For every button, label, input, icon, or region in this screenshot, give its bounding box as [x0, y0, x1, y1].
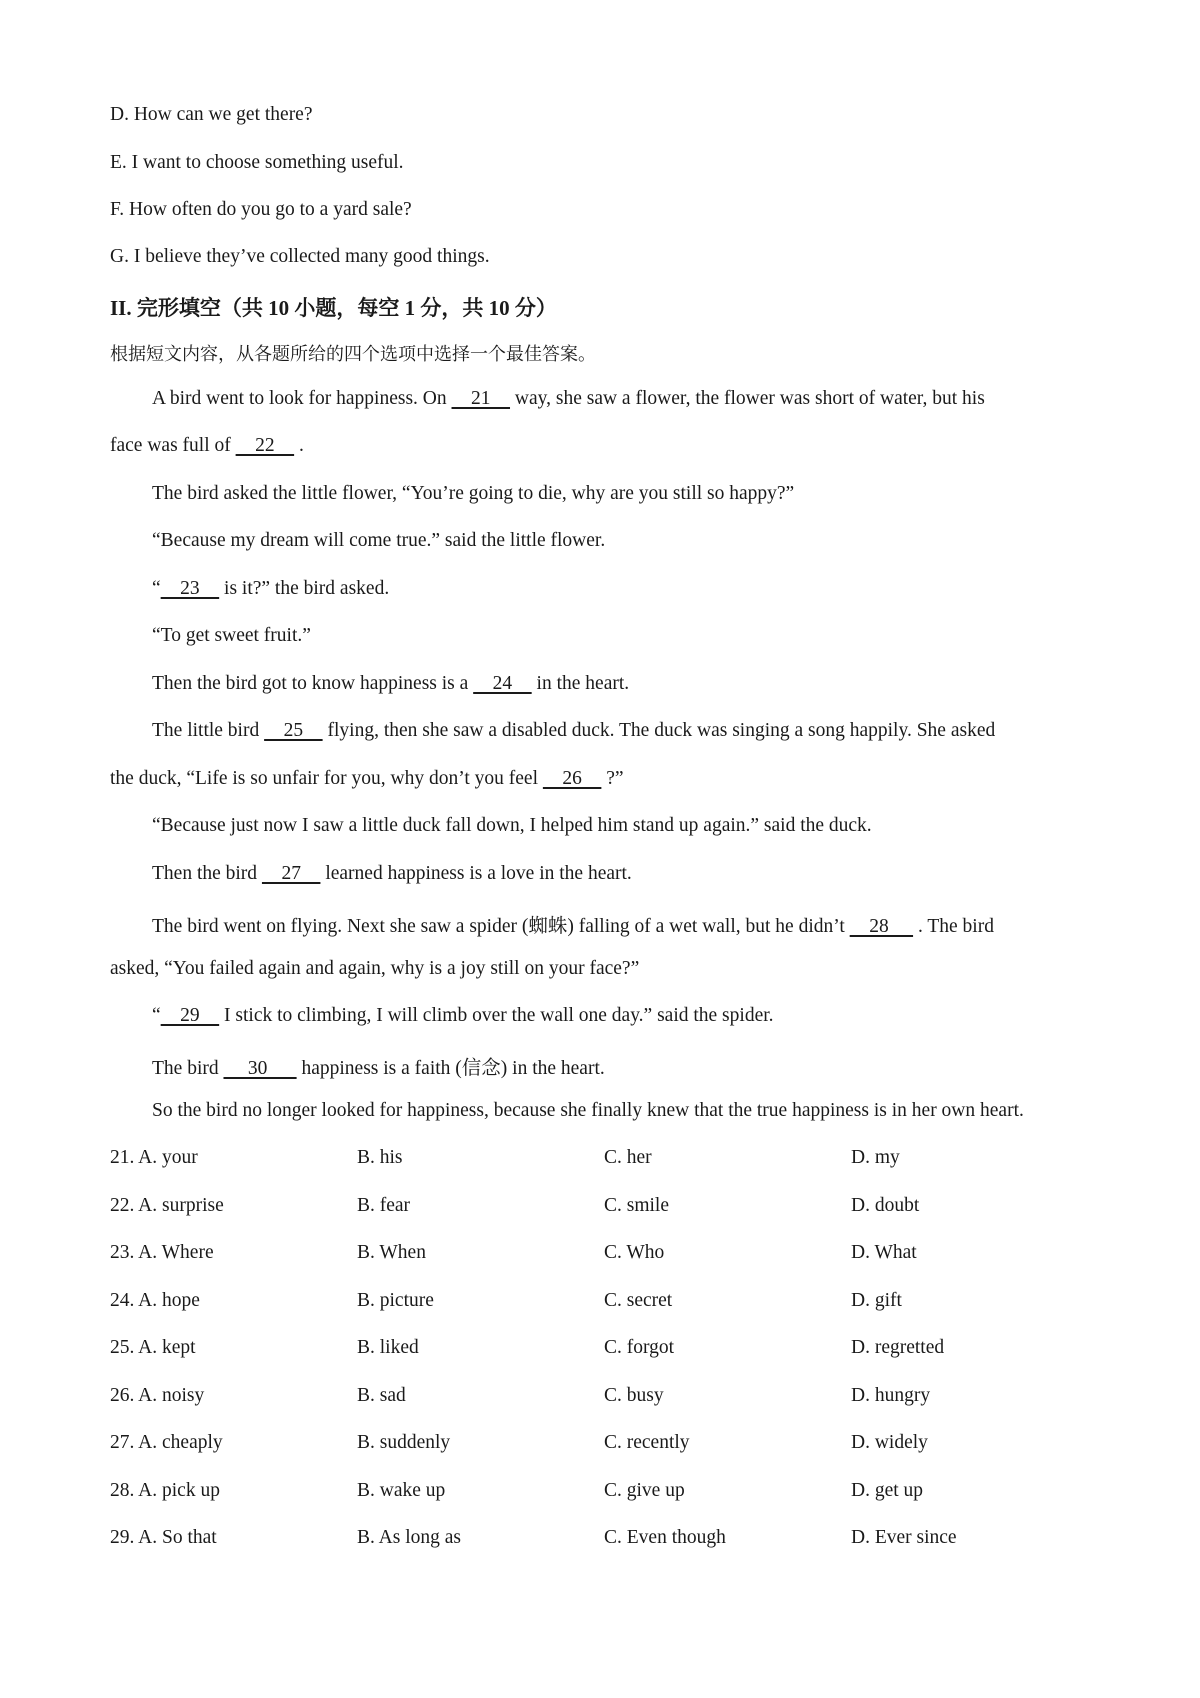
option-e: E. I want to choose something useful.: [110, 152, 404, 173]
passage-line: Then the bird 27 learned happiness is a love in the heart.: [152, 863, 632, 884]
passage-line: the duck, “Life is so unfair for you, why don’t you feel 26 ?”: [110, 768, 624, 789]
blank-25: 25: [264, 720, 323, 741]
question-22-option-d: D. doubt: [851, 1194, 920, 1216]
question-29-option-c: C. Even though: [604, 1527, 726, 1548]
question-25-option-d: D. regretted: [851, 1337, 945, 1358]
question-29-option-d: D. Ever since: [851, 1527, 957, 1548]
question-21-option-c: C. her: [604, 1147, 652, 1168]
question-24-option-a: 24. A. hope: [110, 1289, 200, 1311]
passage-line: “To get sweet fruit.”: [152, 625, 311, 646]
question-29-option-a: 29. A. So that: [110, 1527, 217, 1548]
question-28-option-a: 28. A. pick up: [110, 1479, 220, 1501]
section-instruction: 根据短文内容，从各题所给的四个选项中选择一个最佳答案。: [110, 344, 596, 365]
passage-line: A bird went to look for happiness. On 21 way, she saw a flower, the flower was short of water, but his: [152, 388, 985, 409]
option-d: D. How can we get there?: [110, 104, 313, 125]
option-g: G. I believe they’ve collected many good things.: [110, 246, 490, 267]
question-23-option-c: C. Who: [604, 1242, 665, 1263]
blank-24: 24: [473, 673, 532, 694]
question-26-option-d: D. hungry: [851, 1384, 931, 1406]
question-21-option-d: D. my: [851, 1147, 900, 1168]
passage-line: “ 23 is it?” the bird asked.: [152, 578, 390, 599]
passage-line: The little bird 25 flying, then she saw a disabled duck. The duck was singing a song happily. She asked: [152, 720, 996, 741]
blank-28: 28: [849, 916, 914, 937]
question-24-option-b: B. picture: [357, 1289, 434, 1311]
blank-23: 23: [160, 578, 220, 599]
passage-line: The bird 30 happiness is a faith (信念) in the heart.: [152, 1058, 605, 1079]
passage-line: “Because my dream will come true.” said the little flower.: [152, 530, 606, 551]
question-29-option-b: B. As long as: [357, 1527, 462, 1548]
question-24-option-d: D. gift: [851, 1289, 902, 1311]
passage-line: So the bird no longer looked for happiness, because she finally knew that the true happiness is in her own heart.: [152, 1100, 1024, 1121]
passage-line: “ 29 I stick to climbing, I will climb over the wall one day.” said the spider.: [152, 1005, 774, 1026]
question-21-option-b: B. his: [357, 1147, 403, 1168]
question-27-option-d: D. widely: [851, 1432, 928, 1453]
question-27-option-b: B. suddenly: [357, 1432, 451, 1453]
question-22-option-c: C. smile: [604, 1194, 670, 1216]
question-22-option-b: B. fear: [357, 1194, 411, 1216]
option-f: F. How often do you go to a yard sale?: [110, 199, 412, 220]
question-24-option-c: C. secret: [604, 1289, 673, 1311]
passage-line: The bird went on flying. Next she saw a spider (蜘蛛) falling of a wet wall, but he didn’t 28 . The bird: [152, 916, 994, 937]
passage-line: “Because just now I saw a little duck fall down, I helped him stand up again.” said the duck.: [152, 815, 872, 836]
question-25-option-a: 25. A. kept: [110, 1337, 196, 1358]
question-23-option-d: D. What: [851, 1242, 917, 1263]
question-25-option-b: B. liked: [357, 1337, 419, 1358]
passage-line: Then the bird got to know happiness is a 24 in the heart.: [152, 673, 630, 694]
question-28-option-b: B. wake up: [357, 1479, 446, 1501]
question-21-option-a: 21. A. your: [110, 1147, 198, 1168]
question-22-option-a: 22. A. surprise: [110, 1194, 224, 1216]
blank-26: 26: [542, 768, 602, 789]
blank-30: 30: [223, 1058, 297, 1079]
question-28-option-d: D. get up: [851, 1479, 924, 1501]
question-26-option-c: C. busy: [604, 1384, 664, 1406]
section-title: II. 完形填空（共 10 小题，每空 1 分，共 10 分）: [110, 296, 557, 320]
question-27-option-a: 27. A. cheaply: [110, 1432, 223, 1453]
blank-27: 27: [261, 863, 321, 884]
blank-22: 22: [235, 435, 295, 456]
question-23-option-a: 23. A. Where: [110, 1242, 214, 1263]
blank-29: 29: [160, 1005, 220, 1026]
question-23-option-b: B. When: [357, 1242, 426, 1263]
passage-line: face was full of 22 .: [110, 435, 304, 456]
blank-21: 21: [451, 388, 511, 409]
question-28-option-c: C. give up: [604, 1479, 685, 1501]
passage-line: asked, “You failed again and again, why is a joy still on your face?”: [110, 958, 640, 979]
passage-line: The bird asked the little flower, “You’re going to die, why are you still so happy?”: [152, 483, 795, 504]
question-27-option-c: C. recently: [604, 1432, 690, 1453]
question-25-option-c: C. forgot: [604, 1337, 675, 1358]
question-26-option-b: B. sad: [357, 1384, 406, 1406]
question-26-option-a: 26. A. noisy: [110, 1384, 205, 1406]
